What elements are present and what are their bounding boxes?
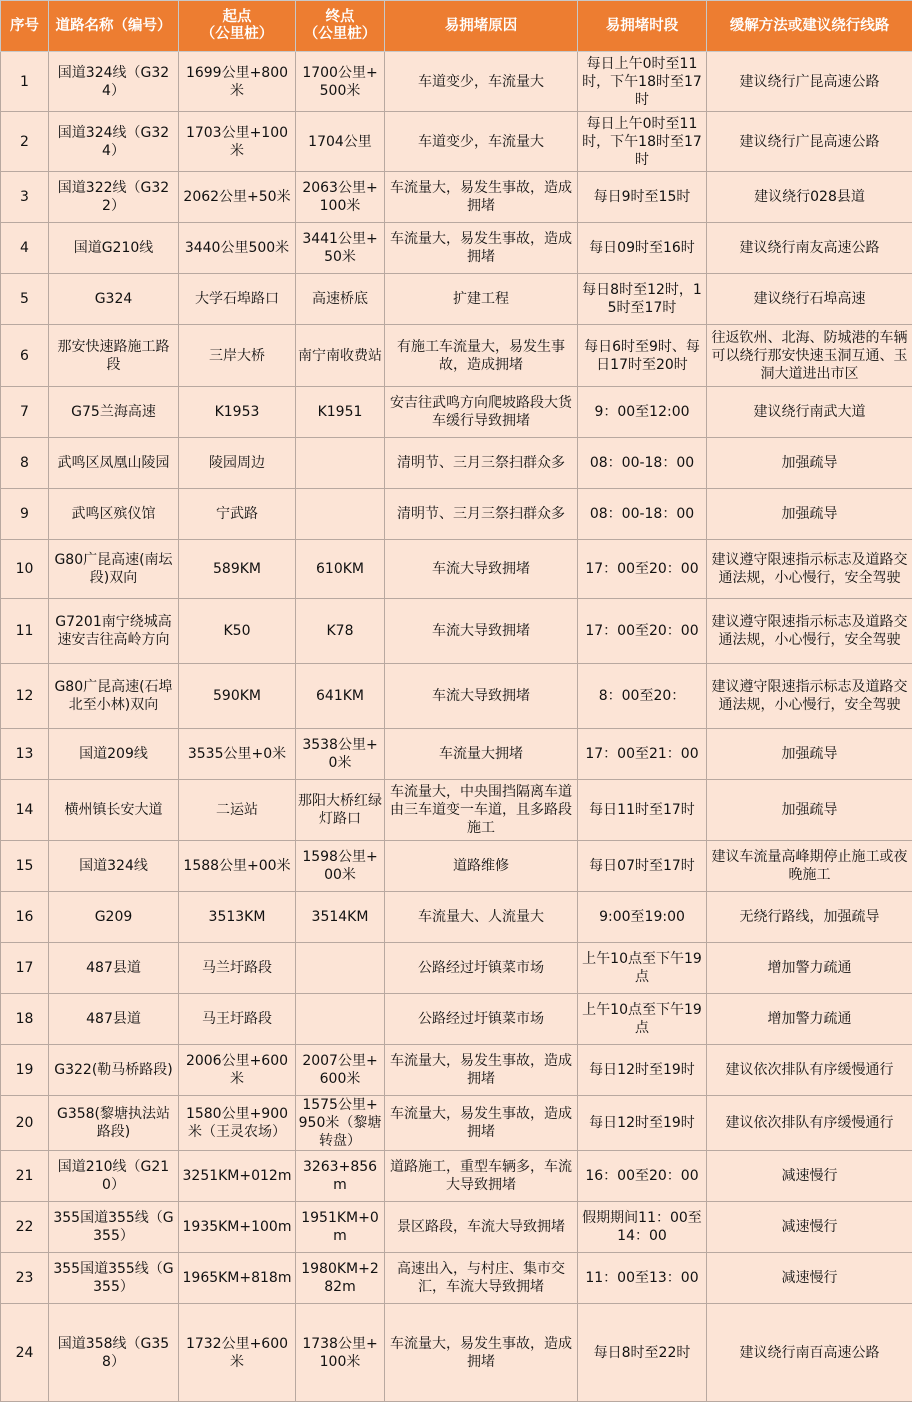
cell-reason: 车流大导致拥堵: [385, 599, 578, 664]
cell-road: G7201南宁绕城高速安吉往高岭方向: [49, 599, 179, 664]
cell-road: 国道358线（G358）: [49, 1304, 179, 1402]
header-row: [1, 1, 912, 52]
cell-start: K1953: [179, 387, 296, 438]
table-row: [1, 387, 912, 438]
cell-road: 横州镇长安大道: [49, 780, 179, 841]
table-row: [1, 172, 912, 223]
cell-start: 陵园周边: [179, 438, 296, 489]
cell-start: 马王圩路段: [179, 994, 296, 1045]
table-row: [1, 892, 912, 943]
cell-seq: 4: [1, 223, 49, 274]
cell-end: 1980KM+282m: [296, 1253, 385, 1304]
cell-solution: 建议绕行028县道: [707, 172, 912, 223]
header-reason: 易拥堵原因: [385, 1, 578, 52]
cell-start: 3535公里+0米: [179, 729, 296, 780]
cell-seq: 20: [1, 1096, 49, 1151]
cell-seq: 18: [1, 994, 49, 1045]
table-row: [1, 325, 912, 387]
cell-period: 每日9时至15时: [578, 172, 707, 223]
cell-reason: 道路维修: [385, 841, 578, 892]
table-row: [1, 943, 912, 994]
cell-reason: 清明节、三月三祭扫群众多: [385, 438, 578, 489]
cell-seq: 23: [1, 1253, 49, 1304]
cell-period: 每日8时至12时，15时至17时: [578, 274, 707, 325]
cell-period: 9：00至12:00: [578, 387, 707, 438]
cell-solution: 无绕行路线，加强疏导: [707, 892, 912, 943]
cell-solution: 加强疏导: [707, 438, 912, 489]
cell-solution: 建议绕行广昆高速公路: [707, 52, 912, 112]
cell-start: 三岸大桥: [179, 325, 296, 387]
cell-solution: 建议绕行南友高速公路: [707, 223, 912, 274]
cell-road: 国道324线（G324）: [49, 112, 179, 172]
cell-period: 上午10点至下午19点: [578, 994, 707, 1045]
cell-end: 2063公里+100米: [296, 172, 385, 223]
header-road: 道路名称（编号）: [49, 1, 179, 52]
cell-solution: 加强疏导: [707, 729, 912, 780]
cell-solution: 减速慢行: [707, 1202, 912, 1253]
header-solution: 缓解方法或建议绕行线路: [707, 1, 912, 52]
table-row: [1, 729, 912, 780]
cell-period: 08：00-18：00: [578, 489, 707, 540]
cell-period: 8：00至20：: [578, 664, 707, 729]
cell-end: 2007公里+600米: [296, 1045, 385, 1096]
cell-end: 1951KM+0m: [296, 1202, 385, 1253]
cell-solution: 增加警力疏通: [707, 943, 912, 994]
table-row: [1, 1202, 912, 1253]
cell-road: G209: [49, 892, 179, 943]
cell-road: 355国道355线（G355）: [49, 1253, 179, 1304]
cell-seq: 3: [1, 172, 49, 223]
cell-start: 2062公里+50米: [179, 172, 296, 223]
cell-start: 590KM: [179, 664, 296, 729]
cell-start: 马兰圩路段: [179, 943, 296, 994]
cell-road: G324: [49, 274, 179, 325]
cell-solution: 增加警力疏通: [707, 994, 912, 1045]
table-row: [1, 994, 912, 1045]
cell-period: 每日12时至19时: [578, 1096, 707, 1151]
cell-reason: 安吉往武鸣方向爬坡路段大货车缓行导致拥堵: [385, 387, 578, 438]
table-row: [1, 274, 912, 325]
cell-solution: 建议遵守限速指示标志及道路交通法规，小心慢行，安全驾驶: [707, 599, 912, 664]
cell-end: 1738公里+100米: [296, 1304, 385, 1402]
cell-end: 南宁南收费站: [296, 325, 385, 387]
cell-solution: 建议绕行石埠高速: [707, 274, 912, 325]
table-row: [1, 664, 912, 729]
table-row: [1, 1151, 912, 1202]
cell-start: 3440公里500米: [179, 223, 296, 274]
cell-reason: 景区路段，车流大导致拥堵: [385, 1202, 578, 1253]
cell-end: 641KM: [296, 664, 385, 729]
cell-solution: 建议遵守限速指示标志及道路交通法规，小心慢行，安全驾驶: [707, 540, 912, 599]
cell-solution: 减速慢行: [707, 1151, 912, 1202]
cell-period: 假期期间11：00至14：00: [578, 1202, 707, 1253]
cell-road: G358(黎塘执法站路段): [49, 1096, 179, 1151]
cell-reason: 车流量大，中央围挡隔离车道由三车道变一车道，且多路段施工: [385, 780, 578, 841]
cell-reason: 车流量大，易发生事故，造成拥堵: [385, 1304, 578, 1402]
header-end: [296, 1, 385, 52]
cell-start: 589KM: [179, 540, 296, 599]
cell-start: 大学石埠路口: [179, 274, 296, 325]
cell-period: 17：00至20：00: [578, 540, 707, 599]
cell-period: 每日8时至22时: [578, 1304, 707, 1402]
cell-period: 上午10点至下午19点: [578, 943, 707, 994]
cell-seq: 21: [1, 1151, 49, 1202]
cell-seq: 11: [1, 599, 49, 664]
cell-road: 487县道: [49, 994, 179, 1045]
cell-end: [296, 489, 385, 540]
cell-end: 3441公里+50米: [296, 223, 385, 274]
cell-road: G80广昆高速(南坛段)双向: [49, 540, 179, 599]
cell-start: 1703公里+100米: [179, 112, 296, 172]
cell-start: 1935KM+100m: [179, 1202, 296, 1253]
cell-road: G75兰海高速: [49, 387, 179, 438]
header-end-line1: 终点: [298, 9, 382, 26]
cell-seq: 14: [1, 780, 49, 841]
cell-seq: 2: [1, 112, 49, 172]
cell-reason: 高速出入，与村庄、集市交汇，车流大导致拥堵: [385, 1253, 578, 1304]
cell-road: 国道209线: [49, 729, 179, 780]
cell-solution: 建议车流量高峰期停止施工或夜晚施工: [707, 841, 912, 892]
cell-reason: 车流量大，易发生事故，造成拥堵: [385, 1045, 578, 1096]
cell-end: 1704公里: [296, 112, 385, 172]
cell-period: 每日12时至19时: [578, 1045, 707, 1096]
cell-road: 国道322线（G322）: [49, 172, 179, 223]
cell-start: K50: [179, 599, 296, 664]
cell-period: 9:00至19:00: [578, 892, 707, 943]
cell-seq: 13: [1, 729, 49, 780]
cell-reason: 车流量大，易发生事故，造成拥堵: [385, 1096, 578, 1151]
cell-seq: 12: [1, 664, 49, 729]
cell-period: 每日上午0时至11时，下午18时至17时: [578, 112, 707, 172]
cell-solution: 往返钦州、北海、防城港的车辆可以绕行那安快速玉洞互通、玉洞大道进出市区: [707, 325, 912, 387]
cell-end: 610KM: [296, 540, 385, 599]
cell-end: K78: [296, 599, 385, 664]
cell-solution: 建议绕行南武大道: [707, 387, 912, 438]
cell-road: 武鸣区凤凰山陵园: [49, 438, 179, 489]
cell-road: 国道210线（G210）: [49, 1151, 179, 1202]
cell-end: 高速桥底: [296, 274, 385, 325]
cell-reason: 车道变少，车流量大: [385, 112, 578, 172]
cell-seq: 19: [1, 1045, 49, 1096]
header-end-line2: （公里桩）: [298, 26, 382, 43]
cell-start: 3513KM: [179, 892, 296, 943]
header-start-line2: （公里桩）: [181, 26, 293, 43]
cell-reason: 有施工车流量大，易发生事故，造成拥堵: [385, 325, 578, 387]
cell-reason: 车道变少，车流量大: [385, 52, 578, 112]
cell-start: 宁武路: [179, 489, 296, 540]
cell-solution: 建议依次排队有序缓慢通行: [707, 1045, 912, 1096]
cell-period: 17：00至20：00: [578, 599, 707, 664]
cell-seq: 9: [1, 489, 49, 540]
cell-end: 1700公里+500米: [296, 52, 385, 112]
cell-road: 国道324线: [49, 841, 179, 892]
cell-seq: 6: [1, 325, 49, 387]
cell-road: G322(勒马桥路段): [49, 1045, 179, 1096]
cell-reason: 清明节、三月三祭扫群众多: [385, 489, 578, 540]
cell-start: 1732公里+600米: [179, 1304, 296, 1402]
cell-seq: 15: [1, 841, 49, 892]
cell-reason: 车流量大，易发生事故，造成拥堵: [385, 172, 578, 223]
cell-seq: 10: [1, 540, 49, 599]
cell-seq: 1: [1, 52, 49, 112]
cell-reason: 车流量大拥堵: [385, 729, 578, 780]
cell-start: 1699公里+800米: [179, 52, 296, 112]
cell-reason: 车流量大，易发生事故，造成拥堵: [385, 223, 578, 274]
cell-reason: 车流大导致拥堵: [385, 540, 578, 599]
cell-seq: 24: [1, 1304, 49, 1402]
cell-seq: 16: [1, 892, 49, 943]
cell-start: 二运站: [179, 780, 296, 841]
cell-end: K1951: [296, 387, 385, 438]
table-row: [1, 540, 912, 599]
cell-seq: 22: [1, 1202, 49, 1253]
cell-period: 每日11时至17时: [578, 780, 707, 841]
cell-reason: 道路施工，重型车辆多，车流大导致拥堵: [385, 1151, 578, 1202]
table-row: [1, 489, 912, 540]
cell-solution: 建议绕行广昆高速公路: [707, 112, 912, 172]
cell-end: 1598公里+00米: [296, 841, 385, 892]
cell-reason: 扩建工程: [385, 274, 578, 325]
table-row: [1, 438, 912, 489]
cell-period: 16：00至20：00: [578, 1151, 707, 1202]
header-period: 易拥堵时段: [578, 1, 707, 52]
cell-reason: 公路经过圩镇菜市场: [385, 994, 578, 1045]
cell-road: 那安快速路施工路段: [49, 325, 179, 387]
cell-start: 1580公里+900米（王灵农场）: [179, 1096, 296, 1151]
table-row: [1, 112, 912, 172]
cell-road: G80广昆高速(石埠北至小林)双向: [49, 664, 179, 729]
cell-end: 那阳大桥红绿灯路口: [296, 780, 385, 841]
cell-period: 每日6时至9时、每日17时至20时: [578, 325, 707, 387]
cell-period: 11：00至13：00: [578, 1253, 707, 1304]
cell-reason: 车流量大、人流量大: [385, 892, 578, 943]
cell-road: 国道G210线: [49, 223, 179, 274]
cell-seq: 8: [1, 438, 49, 489]
cell-solution: 建议遵守限速指示标志及道路交通法规，小心慢行，安全驾驶: [707, 664, 912, 729]
cell-period: 每日09时至16时: [578, 223, 707, 274]
cell-start: 3251KM+012m: [179, 1151, 296, 1202]
table-row: [1, 1253, 912, 1304]
cell-end: [296, 994, 385, 1045]
cell-end: 1575公里+950米（黎塘转盘）: [296, 1096, 385, 1151]
cell-end: 3538公里+0米: [296, 729, 385, 780]
cell-period: 17：00至21：00: [578, 729, 707, 780]
cell-reason: 车流大导致拥堵: [385, 664, 578, 729]
cell-seq: 7: [1, 387, 49, 438]
cell-seq: 5: [1, 274, 49, 325]
cell-solution: 加强疏导: [707, 489, 912, 540]
cell-reason: 公路经过圩镇菜市场: [385, 943, 578, 994]
table-row: [1, 1096, 912, 1151]
cell-end: 3263+856m: [296, 1151, 385, 1202]
cell-start: 1965KM+818m: [179, 1253, 296, 1304]
header-start: [179, 1, 296, 52]
cell-period: 每日上午0时至11时，下午18时至17时: [578, 52, 707, 112]
table-row: [1, 780, 912, 841]
cell-solution: 建议绕行南百高速公路: [707, 1304, 912, 1402]
cell-solution: 建议依次排队有序缓慢通行: [707, 1096, 912, 1151]
cell-end: [296, 943, 385, 994]
cell-end: 3514KM: [296, 892, 385, 943]
table-body: [1, 52, 912, 1402]
cell-period: 每日07时至17时: [578, 841, 707, 892]
cell-road: 武鸣区殡仪馆: [49, 489, 179, 540]
cell-road: 355国道355线（G355）: [49, 1202, 179, 1253]
cell-start: 1588公里+00米: [179, 841, 296, 892]
cell-period: 08：00-18：00: [578, 438, 707, 489]
cell-road: 国道324线（G324）: [49, 52, 179, 112]
cell-solution: 减速慢行: [707, 1253, 912, 1304]
table-row: [1, 841, 912, 892]
header-seq: 序号: [1, 1, 49, 52]
table-row: [1, 599, 912, 664]
table-row: [1, 1304, 912, 1402]
header-start-line1: 起点: [181, 9, 293, 26]
table-row: [1, 1045, 912, 1096]
cell-end: [296, 438, 385, 489]
cell-road: 487县道: [49, 943, 179, 994]
cell-solution: 加强疏导: [707, 780, 912, 841]
cell-seq: 17: [1, 943, 49, 994]
cell-start: 2006公里+600米: [179, 1045, 296, 1096]
table-row: [1, 223, 912, 274]
table-row: [1, 52, 912, 112]
